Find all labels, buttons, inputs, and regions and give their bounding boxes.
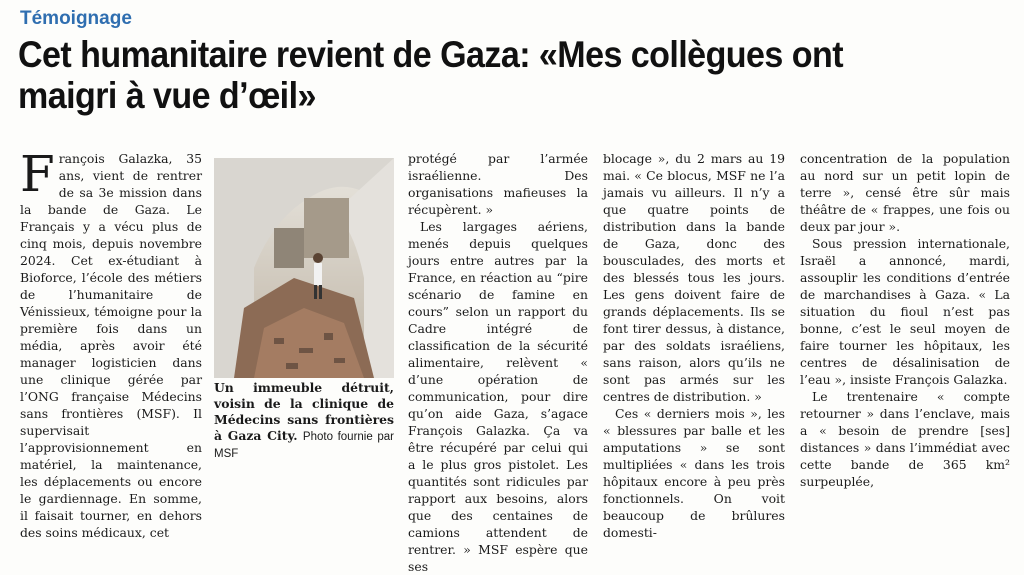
caption-text: Un immeuble détruit, voisin de la clinique de Médecins sans frontières à Gaza City. — [214, 380, 394, 443]
col1-text: rançois Galazka, 35 ans, vient de rentrer de sa 3e mission dans la bande de Gaza. Le Français y a vécu plus de cinq mois, depuis novembre 2024. Cet ex-étudiant à Bioforce, l’école des métiers de l’humanitaire de Vénissieux, témoigne pour la première fois dans un média, après avoir été manager logisticien dans une clinique gérée par l’ONG française Médecins sans frontières (MSF). Il supervisait l’approvisionnement en matériel, la maintenance, les déplacements ou encore le gardiennage. En somme, il faisait tourner, en dehors des soins médicaux, cet — [20, 151, 202, 540]
rubble-image — [214, 158, 394, 378]
photo-destroyed-building — [214, 158, 394, 378]
drop-cap: F — [20, 145, 55, 203]
column-1 — [20, 145, 202, 540]
col3-paragraph-1: protégé par l’armée israélienne. Des organisations mafieuses la récupèrent. » — [408, 151, 588, 217]
col4-paragraph-2: Ces « derniers mois », les « blessures par balle et les amputations » se sont multipliées « dans les trois hôpitaux encore à peu près fonctionnels. On voit beaucoup de brûlures domesti- — [603, 406, 785, 540]
col5-paragraph-2: Sous pression internationale, Israël a annoncé, mardi, assouplir les conditions d’entrée de marchandises à Gaza. « La situation du fioul n’est pas bonne, c’est le seul moyen de faire tourner les hôpitaux, les centres de désalinisation de l’eau », insiste François Galazka. — [800, 236, 1010, 387]
column-3 — [408, 150, 588, 574]
col5-paragraph-1: concentration de la population au nord sur un petit lopin de terre », censé être sûr mais théâtre de « frappes, une fois ou deux par jour ». — [800, 151, 1010, 234]
column-4 — [603, 150, 785, 540]
col4-paragraph-1: blocage », du 2 mars au 19 mai. « Ce blocus, MSF ne l’a jamais vu ailleurs. Il n’y a que quatre points de distribution dans la bande de Gaza, donc des bousculades, des morts et des blessés tous les jours. Les gens doivent faire de grands déplacements. Ils se font tirer dessus, à distance, par des soldats israéliens, sans raison, alors qu’ils ne sont pas armés sur les centres de distribution. » — [603, 151, 785, 404]
headline: Cet humanitaire revient de Gaza: «Mes collègues ont maigri à vue d’œil» — [18, 34, 843, 116]
photo-column — [214, 158, 394, 460]
column-5 — [800, 150, 1010, 489]
col5-paragraph-3: Le trentenaire « compte retourner » dans l’enclave, mais a « besoin de prendre [ses] distances » dans l’immédiat avec cette bande de 365 km² surpeuplée, — [800, 389, 1010, 489]
col3-paragraph-2: Les largages aériens, menés depuis quelques jours entre autres par la France, en réaction au “pire scénario de famine en cours” selon un rapport du Cadre intégré de classification de la sécurité alimentaire, relèvent « d’une opération de communication, pour dire qu’on aide Gaza, s’agace François Galazka. Ça va être récupéré par celui qui a le plus gros pistolet. Les quantités sont ridicules par rapport aux besoins, alors que des centaines de camions attendent de rentrer. » MSF espère que ses — [408, 219, 588, 574]
photo-credit: Photo fournie par MSF — [214, 431, 394, 460]
kicker: Témoignage — [20, 8, 132, 29]
photo-caption — [214, 380, 394, 462]
